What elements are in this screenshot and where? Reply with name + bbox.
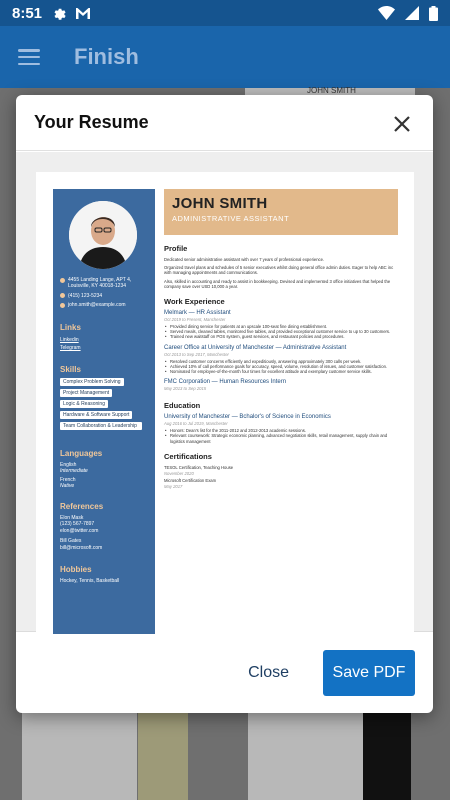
template-card [363, 713, 411, 800]
location-icon [60, 278, 65, 283]
language-name: English [60, 461, 77, 468]
hobbies-section [60, 565, 150, 584]
certification-name: TESOL Certification, Teaching House [164, 464, 234, 470]
status-bar [0, 0, 450, 26]
profile-paragraph: Also, skilled in accounting and ready to assist in bookkeeping. Devised and implemented 3 office initiatives that helped the company save over USD 10,000 a year. [164, 278, 391, 289]
template-card [22, 713, 137, 800]
job-bullet: • Provided dining service for patients at an upscale 100-seat fine dining establishment. [164, 324, 394, 329]
reference-name: Bill Gates [60, 538, 82, 544]
job-bullet: • Served meals, cleaned tables, monitored five tables, and provided exceptional customer service to up to 30 customers. [164, 329, 394, 334]
resume-role: ADMINISTRATIVE ASSISTANT [172, 214, 290, 223]
certifications-heading: Certifications [164, 451, 212, 461]
job-bullet: • Nominated for employee-of-the-month four times for excellent attitude and exemplary customer service skills. [164, 369, 394, 374]
contact-phone: (415) 123-5234 [68, 292, 103, 299]
reference-email: bill@microsoft.com [60, 544, 103, 551]
profile-paragraph: Organized travel plans and schedules of 5 senior executives whilst doing general office admin duties. Eager to help ABC inc with managing appointments and communications. [164, 265, 394, 276]
gmail-icon [75, 7, 91, 20]
reference-email: elon@twitter.com [60, 527, 99, 534]
language-level: Native [60, 483, 75, 489]
job-date: Oct 2019 to Present, Manchester [164, 317, 226, 323]
references-section [60, 504, 150, 551]
hobbies-text: Hockey, Tennis, Basketball [60, 578, 120, 584]
job-title: Melmark — HR Assistant [164, 310, 231, 317]
dialog-title: Your Resume [34, 112, 149, 132]
contact-info [60, 277, 150, 312]
certification-name: Microsoft Certification Exam [164, 478, 217, 484]
certification-date: November 2020 [164, 471, 194, 477]
skill-tag: Project Management [60, 389, 112, 397]
links-heading: Links [60, 323, 81, 332]
skill-tag: Logic & Reasoning [60, 400, 108, 408]
skills-section [60, 365, 150, 433]
resume-page [36, 172, 414, 632]
template-card [248, 713, 363, 800]
job-date: May 2013 to Sep 2015 [164, 386, 207, 392]
reference-phone: (123) 567-7897 [60, 521, 95, 527]
language-name: French [60, 476, 76, 483]
languages-section [60, 451, 150, 492]
job-bullet: • Achieved 10% of call performance goals for accuracy, speed, volume, resolution of issues, and customer satisfaction. [164, 364, 394, 369]
job-date: Oct 2013 to Sep 2017, Manchester [164, 351, 229, 357]
close-button[interactable]: Close [248, 663, 289, 681]
resume-name: JOHN SMITH [172, 195, 268, 212]
resume-header [164, 189, 398, 235]
skills-heading: Skills [60, 365, 81, 374]
dialog-header [16, 95, 433, 151]
job-bullet: • Trained new waitstaff on POS system, guest services, and restaurant policies and procedures. [164, 334, 394, 339]
reference-name: Elon Mask [60, 514, 84, 521]
link-linkedin[interactable]: Linkedin [60, 337, 79, 343]
signal-icon [405, 6, 419, 20]
phone-icon [60, 293, 65, 298]
skill-tag: Hardware & Software Support [60, 411, 132, 419]
hamburger-menu-icon[interactable] [18, 49, 40, 65]
contact-email: john.smith@example.com [68, 302, 126, 309]
resume-main [164, 244, 394, 491]
job-title: Career Office at University of Manchester — Administrative Assistant [164, 344, 347, 351]
education-heading: Education [164, 401, 201, 411]
resume-preview[interactable] [16, 152, 433, 632]
settings-gear-icon [52, 6, 67, 21]
battery-icon [429, 6, 438, 21]
profile-paragraph: Dedicated senior administrative assistant with over 7 years of professional experience. [164, 257, 325, 262]
save-pdf-button[interactable]: Save PDF [323, 650, 415, 696]
education-date: Aug 2016 to Jul 2019, Manchester [164, 421, 228, 427]
profile-heading: Profile [164, 244, 188, 253]
profile-photo [69, 201, 137, 269]
app-title: Finish [74, 44, 139, 69]
resume-sidebar [53, 189, 155, 634]
resume-dialog [16, 95, 433, 713]
references-heading: References [60, 502, 104, 511]
close-icon[interactable] [393, 115, 411, 133]
language-level: Intermediate [60, 468, 88, 474]
wifi-icon [378, 6, 395, 20]
email-icon [60, 303, 65, 308]
certification-date: May 2017 [164, 484, 183, 490]
education-title: University of Manchester — Bchalor's of Science in Economics [164, 414, 331, 421]
hobbies-heading: Hobbies [60, 565, 92, 574]
education-bullet: • Honors: Dean's list for the 2011-2012 and 2012-2013 academic sessions. [164, 428, 394, 433]
education-bullet: • Relevant coursework: Strategic economic planning, advanced negotiation skills, retail management, supply chain and logistics management [164, 433, 394, 443]
template-card [138, 713, 188, 800]
app-bar [0, 26, 450, 88]
dialog-footer [16, 632, 433, 713]
languages-heading: Languages [60, 449, 103, 458]
job-bullet: • Resolved customer concerns efficiently and expeditiously, answering approximately 300 calls per week. [164, 359, 394, 364]
skill-tag: Team Collaboration & Leadership [60, 422, 142, 430]
contact-address: 4455 Landing Lange, APT 4, Louisville, KY 40018-1234 [68, 277, 132, 290]
link-telegram[interactable]: Telegram [60, 345, 81, 351]
template-card-label: JOHN SMITH [307, 86, 356, 95]
job-title: FMC Corporation — Human Resources Intern [164, 379, 287, 386]
skill-tag: Complex Problem Solving [60, 378, 124, 386]
status-time: 8:51 [12, 4, 43, 22]
experience-heading: Work Experience [164, 297, 225, 307]
links-section [60, 324, 150, 352]
